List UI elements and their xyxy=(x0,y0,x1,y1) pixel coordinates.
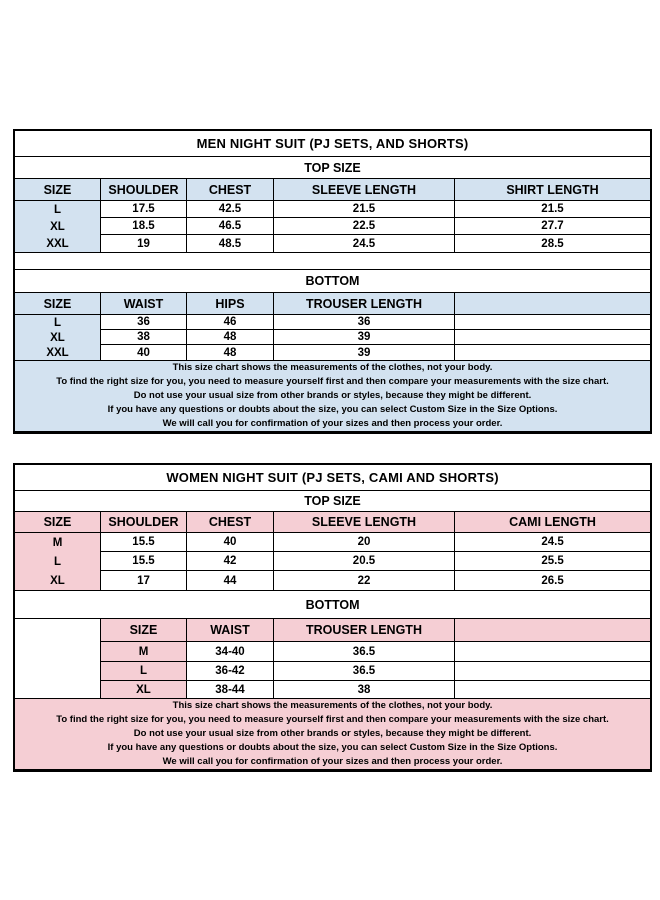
value-cell: 48.5 xyxy=(187,235,274,253)
size-cell: XL xyxy=(15,330,101,345)
value-cell: 39 xyxy=(274,330,455,345)
value-cell: 24.5 xyxy=(455,533,650,552)
women-top-section-label: TOP SIZE xyxy=(15,491,650,512)
column-header: SLEEVE LENGTH xyxy=(274,179,455,201)
value-cell: 25.5 xyxy=(455,552,650,571)
size-cell: XL xyxy=(15,218,101,235)
size-cell: L xyxy=(15,315,101,330)
column-header: SHOULDER xyxy=(101,179,187,201)
column-header: CHEST xyxy=(187,179,274,201)
size-cell: L xyxy=(15,201,101,218)
notes-block xyxy=(15,699,650,770)
column-header: SIZE xyxy=(15,512,101,533)
value-cell: 48 xyxy=(187,330,274,345)
value-cell: 36 xyxy=(274,315,455,330)
value-cell: 42.5 xyxy=(187,201,274,218)
value-cell: 19 xyxy=(101,235,187,253)
value-cell xyxy=(455,345,650,361)
column-header: TROUSER LENGTH xyxy=(274,619,455,642)
value-cell: 17 xyxy=(101,571,187,591)
size-cell: L xyxy=(15,552,101,571)
value-cell: 20 xyxy=(274,533,455,552)
table-row xyxy=(15,681,650,699)
column-header xyxy=(455,619,650,642)
value-cell xyxy=(455,642,650,662)
value-cell: 46.5 xyxy=(187,218,274,235)
value-cell: 44 xyxy=(187,571,274,591)
column-header: CHEST xyxy=(187,512,274,533)
value-cell: 24.5 xyxy=(274,235,455,253)
column-header: SHIRT LENGTH xyxy=(455,179,650,201)
value-cell: 28.5 xyxy=(455,235,650,253)
women-chart-title: WOMEN NIGHT SUIT (PJ SETS, CAMI AND SHORTS) xyxy=(15,465,650,491)
column-header: TROUSER LENGTH xyxy=(274,293,455,315)
table-row xyxy=(15,571,650,591)
value-cell: 34-40 xyxy=(187,642,274,662)
value-cell: 17.5 xyxy=(101,201,187,218)
value-cell: 22 xyxy=(274,571,455,591)
note-line: We will call you for confirmation of your sizes and then process your order. xyxy=(162,756,503,767)
note-line: To find the right size for you, you need to measure yourself first and then compare your measurements with the size chart. xyxy=(56,376,609,387)
table-row xyxy=(15,533,650,552)
women-size-chart xyxy=(13,463,652,772)
value-cell: 21.5 xyxy=(274,201,455,218)
table-row xyxy=(15,345,650,361)
men-bottom-section-label: BOTTOM xyxy=(15,270,650,293)
size-cell: L xyxy=(101,662,187,681)
value-cell: 39 xyxy=(274,345,455,361)
value-cell: 36.5 xyxy=(274,662,455,681)
size-cell: XL xyxy=(15,571,101,591)
value-cell: 21.5 xyxy=(455,201,650,218)
value-cell xyxy=(455,330,650,345)
blank-cell xyxy=(15,619,101,699)
men-size-chart xyxy=(13,129,652,434)
value-cell xyxy=(455,662,650,681)
table-row xyxy=(15,201,650,218)
value-cell: 36-42 xyxy=(187,662,274,681)
column-header: SIZE xyxy=(101,619,187,642)
note-line: If you have any questions or doubts about the size, you can select Custom Size in the Size Options. xyxy=(107,742,558,753)
table-row xyxy=(15,235,650,253)
note-line: This size chart shows the measurements of the clothes, not your body. xyxy=(172,700,493,711)
value-cell: 38 xyxy=(274,681,455,699)
women-bottom-section-label: BOTTOM xyxy=(15,591,650,619)
column-header: CAMI LENGTH xyxy=(455,512,650,533)
table-row xyxy=(15,642,650,662)
value-cell: 15.5 xyxy=(101,533,187,552)
table-row xyxy=(15,552,650,571)
size-cell: XXL xyxy=(15,345,101,361)
value-cell: 48 xyxy=(187,345,274,361)
value-cell: 42 xyxy=(187,552,274,571)
column-header: HIPS xyxy=(187,293,274,315)
table-row xyxy=(15,330,650,345)
value-cell: 15.5 xyxy=(101,552,187,571)
table-row xyxy=(15,315,650,330)
column-header: SIZE xyxy=(15,293,101,315)
value-cell xyxy=(455,315,650,330)
value-cell: 20.5 xyxy=(274,552,455,571)
value-cell: 38-44 xyxy=(187,681,274,699)
column-header: SLEEVE LENGTH xyxy=(274,512,455,533)
value-cell: 22.5 xyxy=(274,218,455,235)
men-top-section-label: TOP SIZE xyxy=(15,157,650,179)
value-cell: 27.7 xyxy=(455,218,650,235)
value-cell: 26.5 xyxy=(455,571,650,591)
note-line: Do not use your usual size from other brands or styles, because they might be different. xyxy=(133,390,532,401)
column-header: WAIST xyxy=(101,293,187,315)
note-line: We will call you for confirmation of your sizes and then process your order. xyxy=(162,418,503,429)
column-header: SHOULDER xyxy=(101,512,187,533)
size-cell: M xyxy=(15,533,101,552)
value-cell: 40 xyxy=(101,345,187,361)
size-cell: XL xyxy=(101,681,187,699)
value-cell: 38 xyxy=(101,330,187,345)
note-line: To find the right size for you, you need to measure yourself first and then compare your measurements with the size chart. xyxy=(56,714,609,725)
value-cell: 36.5 xyxy=(274,642,455,662)
notes-block xyxy=(15,361,650,432)
value-cell: 36 xyxy=(101,315,187,330)
column-header: WAIST xyxy=(187,619,274,642)
value-cell: 18.5 xyxy=(101,218,187,235)
column-header xyxy=(455,293,650,315)
value-cell: 46 xyxy=(187,315,274,330)
size-cell: M xyxy=(101,642,187,662)
table-row xyxy=(15,218,650,235)
size-cell: XXL xyxy=(15,235,101,253)
value-cell: 40 xyxy=(187,533,274,552)
note-line: This size chart shows the measurements of the clothes, not your body. xyxy=(172,362,493,373)
note-line: Do not use your usual size from other brands or styles, because they might be different. xyxy=(133,728,532,739)
column-header: SIZE xyxy=(15,179,101,201)
spacer-row xyxy=(15,253,650,270)
note-line: If you have any questions or doubts about the size, you can select Custom Size in the Size Options. xyxy=(107,404,558,415)
table-row xyxy=(15,662,650,681)
value-cell xyxy=(455,681,650,699)
men-chart-title: MEN NIGHT SUIT (PJ SETS, AND SHORTS) xyxy=(15,131,650,157)
